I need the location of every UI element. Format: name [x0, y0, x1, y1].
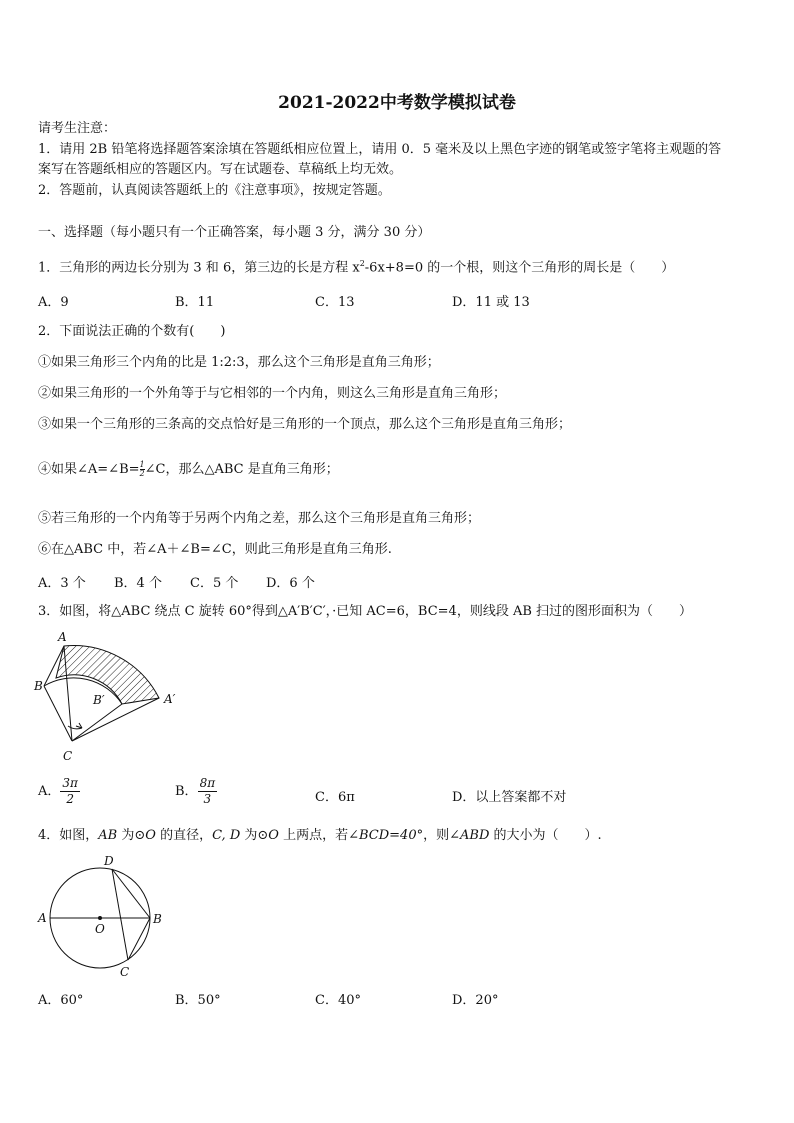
q2-option-a[interactable]: A．3 个 [38, 576, 86, 591]
q2-option-c[interactable]: C．5 个 [190, 576, 239, 591]
q4-option-b[interactable]: B．50° [175, 993, 221, 1008]
page-title: 2021-2022中考数学模拟试卷 [278, 93, 516, 113]
q4-label-a: A [38, 911, 47, 925]
q3-option-d[interactable]: D．以上答案都不对 [452, 790, 567, 805]
q4-chord-db [112, 869, 150, 918]
q4-stem-part: 为 [240, 828, 258, 843]
q3-option-a[interactable] [38, 776, 80, 807]
q3-segment-ca-prime [72, 698, 159, 741]
q2-statement-1: ①如果三角形三个内角的比是 1:2:3，那么这个三角形是直角三角形； [38, 355, 440, 370]
q2-s4-post: ∠C，那么△ABC 是直角三角形； [144, 462, 339, 477]
notice-item-2: 2．答题前，认真阅读答题纸上的《注意事项》，按规定答题。 [38, 183, 391, 198]
q3-option-b-prefix: B． [175, 784, 198, 799]
q4-center-point [98, 916, 102, 920]
q3-label-a: A [58, 630, 67, 644]
q4-stem-circle: ⊙O [257, 828, 279, 843]
q4-label-b: B [153, 912, 162, 926]
q3-label-b: B [34, 679, 43, 693]
q3-option-b-num: 8π [199, 776, 216, 790]
q3-rotation-figure [30, 628, 190, 768]
q3-label-c: C [63, 749, 73, 763]
q2-statement-2: ②如果三角形的一个外角等于与它相邻的一个内角，则这么三角形是直角三角形； [38, 386, 507, 401]
q2-statement-5: ⑤若三角形的一个内角等于另两个内角之差，那么这个三角形是直角三角形； [38, 511, 481, 526]
q4-stem-angle-abd: ∠ABD [449, 828, 490, 843]
q4-circle-figure [34, 852, 166, 982]
section-1-heading: 一、选择题（每小题只有一个正确答案，每小题 3 分，满分 30 分） [38, 225, 431, 240]
q3-label-a-prime: A′ [164, 692, 176, 706]
q2-statement-4 [38, 461, 339, 479]
q3-option-a-num: 3π [62, 776, 78, 790]
question-3-stem: 3．如图，将△ABC 绕点 C 旋转 60°得到△A′B′C′，·已知 AC=6，BC=4，则线段 AB 扫过的图形面积为（ ） [38, 604, 693, 619]
q4-stem-circle: ⊙O [134, 828, 156, 843]
q2-statement-6: ⑥在△ABC 中，若∠A＋∠B=∠C，则此三角形是直角三角形. [38, 542, 392, 557]
question-4-stem [38, 827, 602, 845]
q3-option-a-fraction [60, 776, 80, 807]
q4-option-d[interactable]: D．20° [452, 993, 499, 1008]
q4-option-c[interactable]: C．40° [315, 993, 361, 1008]
q4-stem-angle-bcd: ∠BCD=40° [348, 828, 424, 843]
q4-stem-part: 的大小为（ ）. [489, 828, 602, 843]
q4-label-d: D [104, 854, 114, 868]
notice-item-1-line-1: 1．请用 2B 铅笔将选择题答案涂填在答题纸相应位置上，请用 0．5 毫米及以上黑色字迹的钢笔或签字笔将主观题的答 [38, 142, 722, 157]
q2-statement-3: ③如果一个三角形的三条高的交点恰好是三角形的一个顶点，那么这个三角形是直角三角形； [38, 417, 572, 432]
q1-option-c[interactable]: C．13 [315, 295, 355, 310]
notice-heading: 请考生注意： [38, 121, 117, 136]
q2-s4-pre: ④如果∠A=∠B= [38, 462, 140, 477]
q4-chord-dc [112, 869, 128, 960]
q3-option-a-den: 2 [66, 792, 74, 806]
q4-chord-cb [128, 918, 150, 960]
q4-stem-part: 上两点，若 [278, 828, 349, 843]
q1-option-a[interactable]: A．9 [38, 295, 69, 310]
q4-stem-cd: C, D [212, 828, 241, 843]
q3-option-c[interactable]: C．6π [315, 790, 355, 805]
q3-option-b-den: 3 [203, 792, 212, 806]
q4-stem-part: 的直径， [155, 828, 213, 843]
q4-stem-part: 4．如图， [38, 828, 99, 843]
q3-label-b-prime: B′ [93, 693, 105, 707]
question-2-stem: 2．下面说法正确的个数有( ) [38, 324, 226, 339]
q3-segment-cb-prime [72, 704, 122, 741]
q1-option-b[interactable]: B．11 [175, 295, 215, 310]
q2-option-b[interactable]: B．4 个 [114, 576, 162, 591]
q1-stem-pre: 1．三角形的两边长分别为 3 和 6，第三边的长是方程 x [38, 260, 360, 276]
q4-stem-ab: AB [98, 828, 118, 843]
q4-label-o: O [95, 922, 105, 936]
q3-shaded-region [56, 646, 159, 704]
q2-s4-fraction-num: 1 [139, 460, 145, 469]
q1-option-d[interactable]: D．11 或 13 [452, 295, 530, 310]
q4-label-c: C [120, 965, 130, 979]
q4-stem-part: 为 [117, 828, 135, 843]
q3-option-b[interactable] [175, 776, 217, 807]
q3-option-a-prefix: A． [38, 784, 61, 799]
q2-s4-fraction-den: 2 [139, 469, 145, 478]
q2-option-d[interactable]: D．6 个 [266, 576, 315, 591]
notice-item-1-line-2: 案写在答题纸相应的答题区内。写在试题卷、草稿纸上均无效。 [38, 162, 403, 177]
q4-option-a[interactable]: A．60° [38, 993, 84, 1008]
question-1-stem [38, 255, 674, 277]
q1-exponent: 2 [359, 259, 365, 268]
q3-option-b-fraction [198, 776, 218, 807]
q4-stem-part: ，则 [423, 828, 450, 843]
q1-stem-post: -6x+8=0 的一个根，则这个三角形的周长是（ ） [364, 260, 675, 276]
